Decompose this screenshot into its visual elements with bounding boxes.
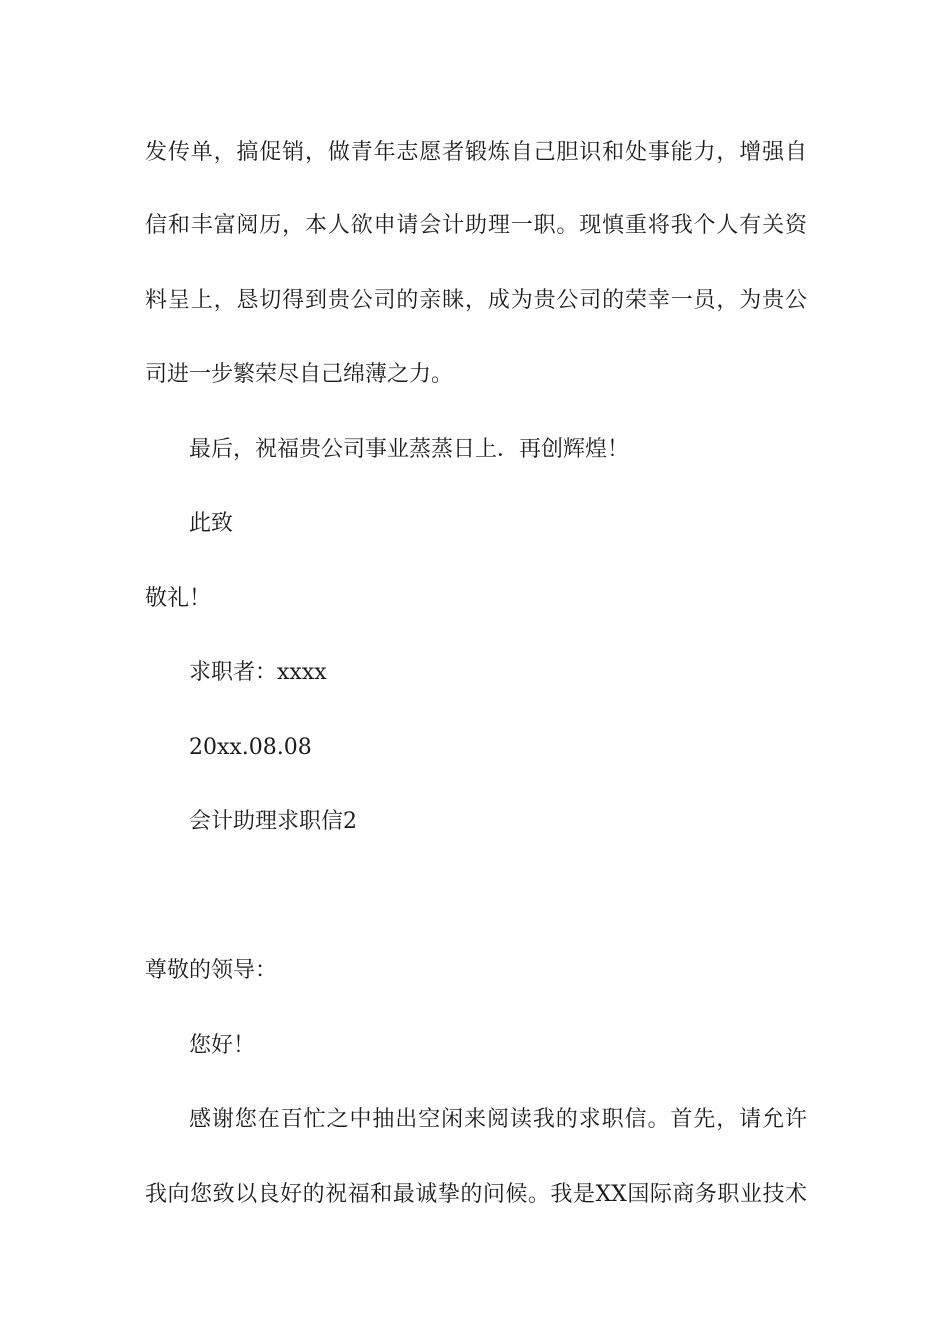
signature-applicant: 求职者：xxxx xyxy=(189,660,327,685)
paragraph-line: 料呈上，恳切得到贵公司的亲睐，成为贵公司的荣幸一员，为贵公 xyxy=(145,288,807,313)
salutation-regards: 敬礼！ xyxy=(145,586,212,611)
signature-date: 20xx.08.08 xyxy=(189,735,312,760)
section-title: 会计助理求职信2 xyxy=(189,809,357,834)
paragraph-line: 我向您致以良好的祝福和最诚挚的问候。我是XX国际商务职业技术 xyxy=(145,1182,807,1207)
greeting-recipient: 尊敬的领导： xyxy=(145,958,278,983)
paragraph-line: 发传单，搞促销，做青年志愿者锻炼自己胆识和处事能力，增强自 xyxy=(145,140,807,165)
greeting-hello: 您好！ xyxy=(189,1033,256,1058)
paragraph-line: 感谢您在百忙之中抽出空闲来阅读我的求职信。首先，请允许 xyxy=(189,1107,807,1132)
closing-wish: 最后，祝福贵公司事业蒸蒸日上．再创辉煌！ xyxy=(189,437,630,462)
salutation-closing: 此致 xyxy=(189,511,234,536)
paragraph-line: 司进一步繁荣尽自己绵薄之力。 xyxy=(145,362,454,387)
paragraph-line: 信和丰富阅历，本人欲申请会计助理一职。现慎重将我个人有关资 xyxy=(145,213,807,238)
